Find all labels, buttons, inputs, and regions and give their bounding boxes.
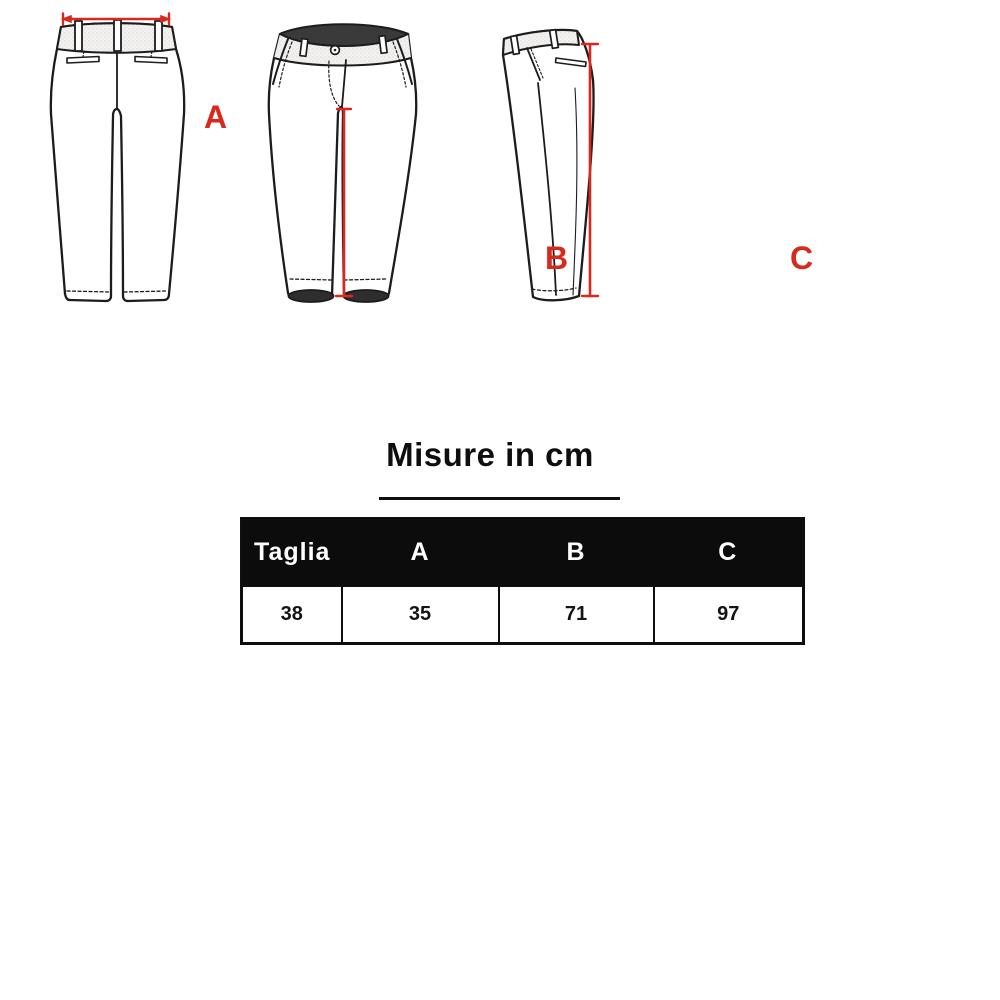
measure-label-b: B [545,240,569,276]
page-title: Misure in cm [386,436,594,473]
header-cell-b: B [499,519,654,587]
cell-taglia-value: 38 [242,586,342,644]
title-underline [379,497,620,500]
pants-back-view-illustration [51,20,184,301]
measure-label-a: A [204,99,228,135]
pants-front-view-illustration [269,24,417,302]
size-table-row-38 [242,586,804,644]
header-cell-taglia: Taglia [242,519,342,587]
size-table [240,517,805,645]
cell-a-value: 35 [342,586,499,644]
header-cell-c: C [654,519,804,587]
size-table-header-row [242,519,804,587]
header-cell-a: A [342,519,499,587]
cell-b-value: 71 [499,586,654,644]
cell-c-value: 97 [654,586,804,644]
measure-label-c: C [790,240,814,276]
